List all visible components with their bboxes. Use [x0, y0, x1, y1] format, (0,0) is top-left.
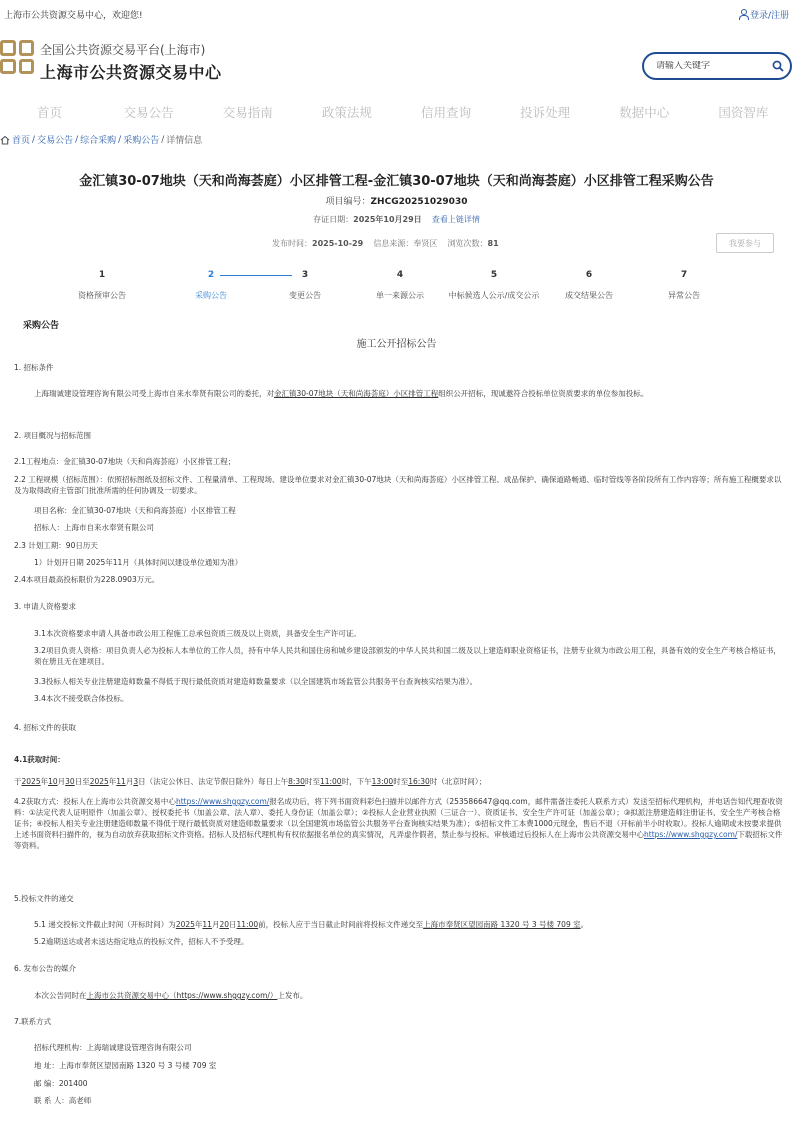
step-4[interactable]: 4 单一来源公示: [376, 270, 424, 300]
search-icon[interactable]: [772, 60, 784, 72]
archive-info: 存证日期：2025年10月29日 查看上链详情: [313, 215, 480, 224]
main-nav: [0, 92, 793, 132]
shggzy-link-2[interactable]: https://www.shggzy.com/: [644, 830, 738, 839]
s4-time: 于2025年10月30日至2025年11月3日（法定公休日、法定节假日除外）每日上午8:30时至11:00时，下午13:00时至16:30时（北京时间）；: [14, 777, 487, 786]
nav-credit[interactable]: 信用查询: [421, 105, 472, 120]
s2-4: 2.4本项目最高投标限价为228.0903万元。: [14, 575, 160, 584]
breadcrumb-current: 详情信息: [166, 136, 203, 146]
s6-paragraph: 本次公告同时在上海市公共资源交易中心（https://www.shggzy.com/）上发布。: [34, 991, 308, 1000]
s3-4: 3.4本次不接受联合体投标。: [34, 694, 129, 703]
login-label[interactable]: 登录/注册: [749, 10, 789, 21]
s4-heading: 4. 招标文件的获取: [14, 723, 77, 732]
s2-2: 2.2 工程规模（招标范围）：依照招标图纸及招标文件、工程量清单、工程现场、建设单位要求对金汇镇30-07地块（天和尚海荟庭）小区排管工程、成品保护、确保道路畅通、临时管线等各阶段所有工作内容等；所有施工程概要求以及为取得政府主管部门批准所需的任何协调及一切要求。: [14, 475, 782, 495]
doc-title: 施工公开招标公告: [356, 339, 437, 350]
shggzy-link[interactable]: https://www.shggzy.com/: [175, 797, 270, 806]
s1-paragraph: 上海瑞诚建设管理咨询有限公司受上海市自来水奉贤有限公司的委托，对金汇镇30-07地块（天和尚海荟庭）小区排管工程组织公开招标，现诚邀符合投标单位资质要求的单位参加投标。: [34, 389, 649, 398]
nav-thinktank[interactable]: 国资智库: [718, 105, 769, 120]
s2-heading: 2. 项目概况与招标范围: [14, 431, 92, 440]
join-button[interactable]: 我要参与: [716, 233, 774, 253]
s3-3: 3.3投标人相关专业注册建造师数量不得低于现行最低资质对建造师数量要求（以全国建筑市场监管公共服务平台查询核实结果为准）。: [34, 677, 478, 686]
s5-2: 5.2逾期送达或者未送达指定地点的投标文件，招标人不予受理。: [34, 937, 249, 946]
step-3[interactable]: 3 变更公告: [289, 270, 321, 300]
top-bar: [0, 0, 793, 28]
nav-data[interactable]: 数据中心: [619, 105, 670, 120]
step-1[interactable]: 1 资格预审公告: [78, 270, 126, 300]
s6-heading: 6. 发布公告的媒介: [14, 964, 77, 973]
publish-info: 发布时间：2025-10-29 信息来源：奉贤区 浏览次数：81: [272, 239, 499, 248]
process-steps: [55, 270, 735, 320]
home-icon: [0, 135, 10, 145]
step-2[interactable]: 2 采购公告: [195, 270, 227, 300]
s7-zip: 邮 编：201400: [34, 1079, 88, 1088]
s2-3a: 1）计划开日期 2025年11月（具体时间以建设单位通知为准）: [34, 558, 243, 567]
breadcrumb-procurement[interactable]: 采购公告: [123, 136, 160, 146]
chain-detail-link[interactable]: 查看上链详情: [431, 215, 480, 224]
step-7[interactable]: 7 异常公告: [668, 270, 700, 300]
nav-complaint[interactable]: 投诉处理: [520, 105, 571, 120]
breadcrumb: 首页 / 交易公告 / 综合采购 / 采购公告 / 详情信息: [0, 133, 202, 146]
article-title: 金汇镇30-07地块（天和尚海荟庭）小区排管工程-金汇镇30-07地块（天和尚海荟庭）小区排管工程采购公告: [79, 174, 714, 189]
s2-3: 2.3 计划工期：90日历天: [14, 541, 98, 550]
s7-agency: 招标代理机构：上海瑞诚建设管理咨询有限公司: [34, 1043, 192, 1052]
breadcrumb-home[interactable]: 首页: [12, 136, 31, 146]
user-icon: [738, 8, 748, 20]
welcome-text: 上海市公共资源交易中心，欢迎您!: [4, 10, 143, 21]
search-box: [642, 52, 792, 80]
nav-policy[interactable]: 政策法规: [321, 105, 372, 120]
site-logo[interactable]: [0, 40, 34, 74]
s4-2: 4.2获取方式：投标人在上海市公共资源交易中心https://www.shggzy.com/报名成功后，将下列书面资料彩色扫描并以邮件方式（253586647@qq.com，邮件需备注委托人联系方式）发送至招标代理机构，并电话告知代理查收资料：①法定代表人证明原件（加盖公章）、授权委托书（加盖公章、法人章）、委托人身份证（加盖公章）；②投标人企业营业执照（三证合一）、资质证书、安全生产许可证（加盖公章）；③拟派注册建造师注册证书、安全生产考核合格证书；④投标人相关专业注册建造师数量不得低于现行最低资质对建造师数量要求（以全国建筑市场监管公共服务平台查询核实结果为准）；⑤招标文件工本费1000元现金，售后不退（开标前半小时收取）。投标人逾期或未按要求提供上述书面资料扫描件的，视为自动放弃获取招标文件资格。招标人及招标代理机构有权依据报名单位的真实情况，凡弄虚作假者，禁止参与投标。审核通过后投标人在上海市公共资源交易中心https://www.shggzy.com/下载招标文件等资料。: [14, 797, 783, 850]
s7-address: 地 址：上海市奉贤区望园南路 1320 号 3 号楼 709 室: [34, 1061, 217, 1070]
s5-heading: 5.投标文件的递交: [14, 894, 74, 903]
s2-name: 项目名称：金汇镇30-07地块（天和尚海荟庭）小区排管工程: [34, 506, 236, 515]
s7-heading: 7.联系方式: [14, 1017, 52, 1026]
section-label: 采购公告: [23, 321, 60, 331]
s4-1: 4.1获取时间：: [14, 755, 65, 764]
s5-1: 5.1 递交投标文件截止时间（开标时间）为2025年11月20日11:00前，投标人应于当日截止时间前将投标文件递交至上海市奉贤区望园南路 1320 号 3 号楼 709 室。: [34, 920, 589, 929]
site-subtitle: 全国公共资源交易平台(上海市): [40, 43, 206, 57]
step-5[interactable]: 5 中标候选人公示/成交公示: [448, 270, 540, 300]
breadcrumb-comprehensive[interactable]: 综合采购: [80, 136, 117, 146]
s3-heading: 3. 申请人资格要求: [14, 602, 77, 611]
login-link[interactable]: [738, 8, 789, 21]
breadcrumb-announcements[interactable]: 交易公告: [37, 136, 74, 146]
s7-contact: 联 系 人：高老师: [34, 1096, 92, 1105]
search-input[interactable]: [656, 61, 766, 71]
s3-2: 3.2项目负责人资格：项目负责人必为投标人本单位的工作人员，持有中华人民共和国住房和城乡建设部颁发的中华人民共和国二级及以上建造师职业资格证书，注册专业须为市政公用工程，具备有效的安全生产考核合格证书，须在册且无在建项目。: [34, 646, 781, 666]
nav-announcements[interactable]: 交易公告: [123, 105, 174, 120]
s3-1: 3.1本次资格要求申请人具备市政公用工程施工总承包资质三级及以上资质，具备安全生产许可证。: [34, 629, 361, 638]
nav-home[interactable]: 首页: [37, 105, 63, 120]
s2-1: 2.1工程地点：金汇镇30-07地块（天和尚海荟庭）小区排管工程；: [14, 457, 236, 466]
project-number: 项目编号：ZHCG20251029030: [325, 197, 468, 207]
nav-guide[interactable]: 交易指南: [222, 105, 273, 120]
step-6[interactable]: 6 成交结果公告: [565, 270, 613, 300]
s1-heading: 1. 招标条件: [14, 363, 54, 372]
site-title: 上海市公共资源交易中心: [40, 63, 222, 82]
s2-tenderee: 招标人：上海市自来水奉贤有限公司: [34, 523, 154, 532]
